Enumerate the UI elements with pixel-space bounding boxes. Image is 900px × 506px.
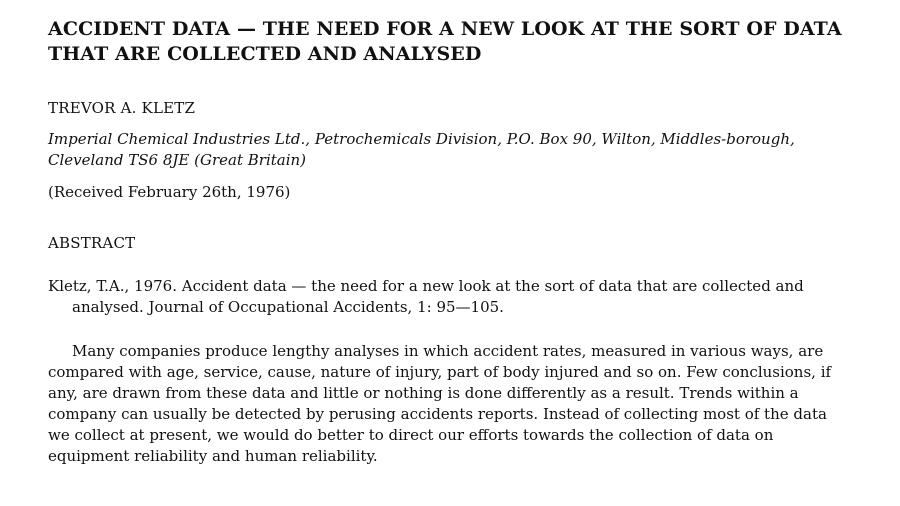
received-date: (Received February 26th, 1976) [48,183,291,201]
author-name: TREVOR A. KLETZ [48,99,196,117]
author-affiliation: Imperial Chemical Industries Ltd., Petrochemicals Division, P.O. Box 90, Wilton, Middles-borough, Cleveland TS6 8JE (Great Britain) [48,130,795,169]
abstract-heading: ABSTRACT [48,234,136,252]
abstract-body: Many companies produce lengthy analyses in which accident rates, measured in various ways, are compared with age, service, cause, nature of injury, part of body injured and so on. Few conclusions, if any, are drawn from these data and little or nothing is done differently as a result. Trends within a company can usually be detected by perusing accidents reports. Instead of collecting most of the data we collect at present, we would do better to direct our efforts towards the collection of data on equipment reliability and human reliability. [48,342,832,465]
citation: Kletz, T.A., 1976. Accident data — the need for a new look at the sort of data that are collected and analysed. Journal of Occupational Accidents, 1: 95—105. [48,277,804,316]
paper-title: ACCIDENT DATA — THE NEED FOR A NEW LOOK AT THE SORT OF DATA THAT ARE COLLECTED AND ANALYSED [48,18,842,65]
